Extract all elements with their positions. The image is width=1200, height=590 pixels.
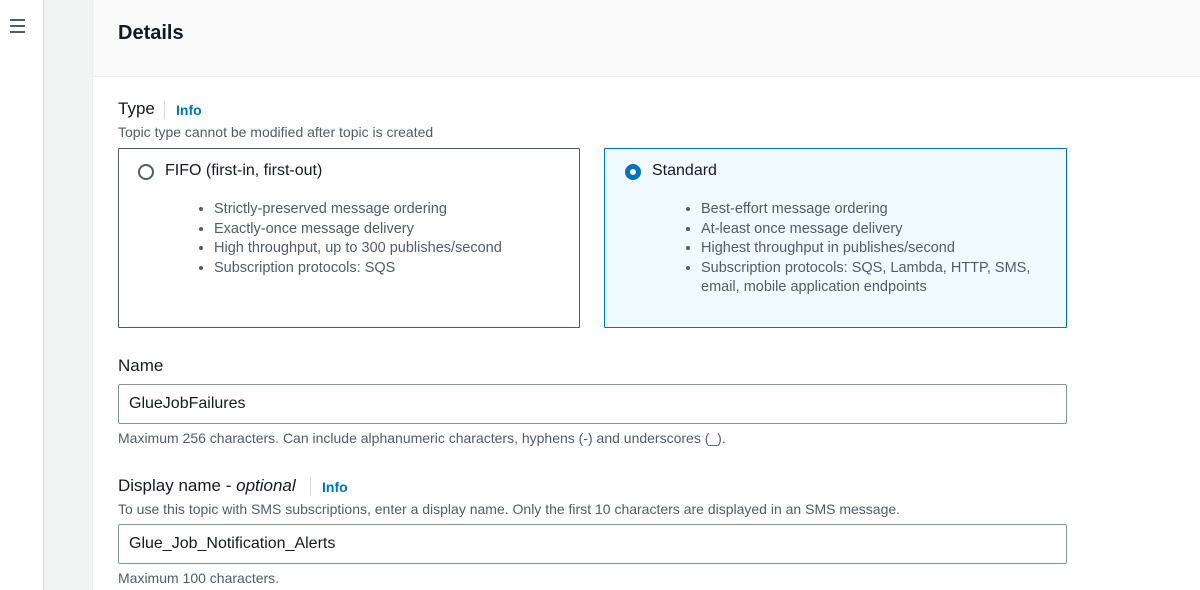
standard-option-tile[interactable] xyxy=(604,148,1067,328)
name-label: Name xyxy=(118,356,164,375)
name-input[interactable] xyxy=(118,384,1067,424)
type-description: Topic type cannot be modified after topic is created xyxy=(118,124,434,140)
list-item: • Highest throughput in publishes/second xyxy=(701,239,1059,259)
list-item: • At-least once message delivery xyxy=(701,220,1059,240)
display-name-description: To use this topic with SMS subscriptions, enter a display name. Only the first 10 characters are displayed in an SMS message. xyxy=(118,501,901,517)
list-item: • Exactly-once message delivery xyxy=(214,220,584,240)
display-name-constraint: Maximum 100 characters. xyxy=(118,570,280,586)
type-label: Type xyxy=(118,99,155,118)
list-item: • High throughput, up to 300 publishes/second xyxy=(214,239,584,259)
list-item: • Best-effort message ordering xyxy=(701,200,1059,220)
list-item: • Subscription protocols: SQS, Lambda, HTTP, SMS, email, mobile application endpoints xyxy=(701,259,1059,298)
list-item: • Subscription protocols: SQS xyxy=(214,259,584,279)
type-info-link[interactable]: Info xyxy=(164,101,202,119)
optional-tag: optional xyxy=(236,476,296,495)
standard-radio[interactable] xyxy=(625,164,641,180)
fifo-option-label: FIFO (first-in, first-out) xyxy=(165,162,323,179)
side-navigation-rail xyxy=(0,0,44,590)
standard-feature-list xyxy=(685,200,1059,298)
panel-title: Details xyxy=(118,22,184,44)
layout-gutter xyxy=(44,0,92,590)
list-item: • Strictly-preserved message ordering xyxy=(214,200,584,220)
fifo-radio[interactable] xyxy=(138,164,154,180)
fifo-option-tile[interactable] xyxy=(118,148,580,328)
standard-option-label: Standard xyxy=(652,162,717,179)
name-constraint: Maximum 256 characters. Can include alphanumeric characters, hyphens (-) and underscores (_). xyxy=(118,430,726,446)
panel-header xyxy=(93,0,1200,77)
display-name-label-text: Display name - xyxy=(118,476,237,495)
display-name-input[interactable] xyxy=(118,524,1067,564)
hamburger-menu-icon[interactable] xyxy=(9,17,27,35)
display-name-label xyxy=(118,476,296,496)
fifo-feature-list xyxy=(198,200,584,278)
display-name-info-link[interactable]: Info xyxy=(310,478,348,496)
details-panel xyxy=(92,0,1200,590)
